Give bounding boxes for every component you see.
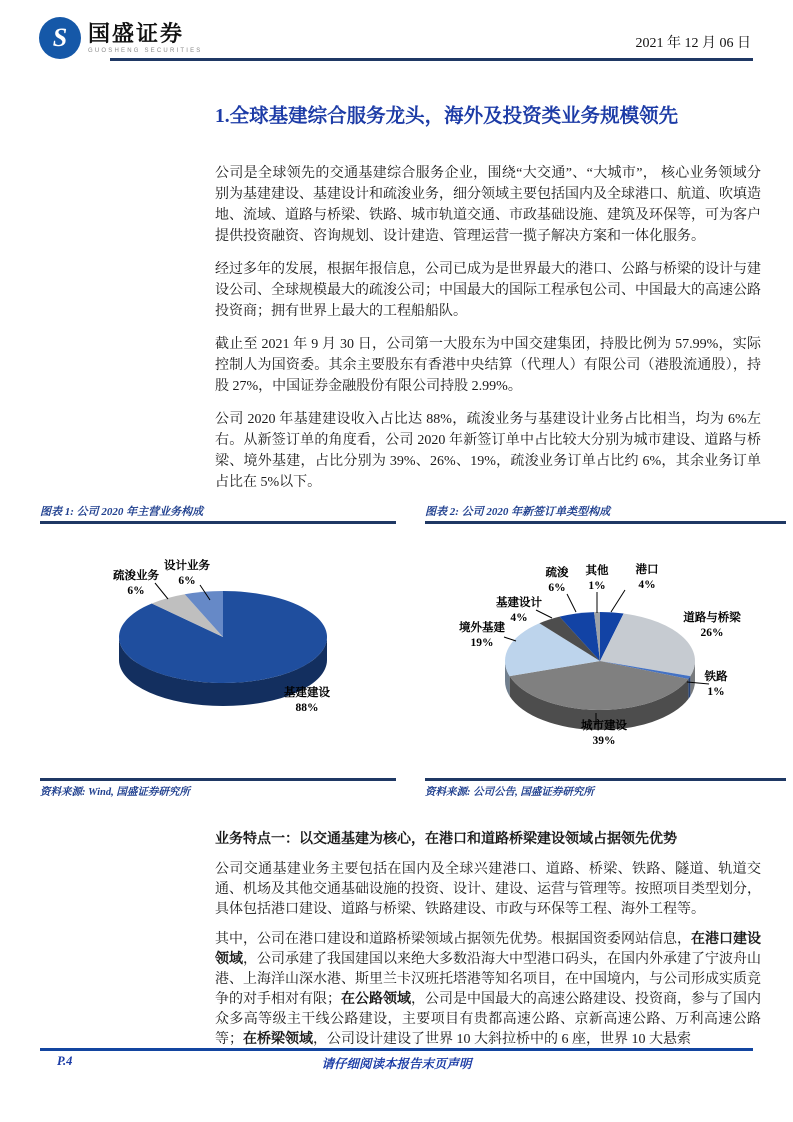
figure-1-caption: 图表 1: 公司 2020 年主营业务构成 <box>40 506 204 518</box>
svg-text:港口4%: 港口 4% <box>635 564 659 591</box>
paragraph-revenue-mix: 公司 2020 年基建建设收入占比达 88%，疏浚业务与基建设计业务占比相当，均为 6%左右。从新签订单的角度看，公司 2020 年新签订单中占比较大分别为城市建设、道路与桥梁、境外基建，占比分别为 39%、26%、19%，疏浚业务订单占比约 6%，其余业务订单占比在 5%以下。 <box>215 412 761 490</box>
brand-text <box>88 22 202 54</box>
figure-1-source-rule <box>40 778 396 781</box>
svg-text:城市建设39%: 城市建设 39% <box>581 720 627 747</box>
svg-text:疏浚6%: 疏浚 6% <box>545 567 569 594</box>
page-number: P.4 <box>57 1054 73 1068</box>
paragraph-shareholders: 截止至 2021 年 9 月 30 日，公司第一大股东为中国交建集团，持股比例为 57.99%，实际控制人为国资委。其余主要股东有香港中央结算（代理人）有限公司（港股流通股），持股 27%，中国证券金融股份有限公司持股 2.99%。 <box>215 337 761 394</box>
svg-text:疏浚业务6%: 疏浚业务 6% <box>113 570 159 597</box>
body-column <box>215 163 761 505</box>
paragraph-development: 经过多年的发展，根据年报信息，公司已成为是世界最大的港口、公路与桥梁的设计与建设公司、全球规模最大的疏浚公司；中国最大的国际工程承包公司、中国最大的高速公路投资商；拥有世界上最大的工程船船队。 <box>215 262 761 319</box>
pie-chart-business-mix <box>40 528 400 773</box>
business-feature-section <box>215 830 761 1060</box>
footer-rule <box>40 1048 753 1051</box>
figure-2-source: 资料来源: 公司公告, 国盛证券研究所 <box>425 787 594 798</box>
section-title: 1.全球基建综合服务龙头，海外及投资类业务规模领先 <box>215 106 679 127</box>
footer-disclaimer: 请仔细阅读本报告末页声明 <box>321 1057 472 1071</box>
figure-1-source: 资料来源: Wind, 国盛证券研究所 <box>40 787 190 798</box>
brand <box>38 16 202 60</box>
figure-2-caption-rule <box>425 521 786 524</box>
svg-text:铁路1%: 铁路 1% <box>704 671 728 698</box>
pie-chart-new-orders <box>425 528 790 773</box>
svg-text:基建建设88%: 基建建设 88% <box>284 687 330 714</box>
brand-name-cn: 国盛证券 <box>88 21 185 46</box>
paragraph-transport-infra: 公司交通基建业务主要包括在国内及全球兴建港口、道路、桥梁、铁路、隧道、轨道交通、机场及其他交通基础设施的投资、设计、建设、运营与管理等。按照项目类型划分，具体包括港口建设、道路与桥梁、铁路建设、市政与环保等工程、海外工程等。 <box>215 862 761 917</box>
paragraph-leading-areas: 其中，公司在港口建设和道路桥梁领域占据领先优势。根据国资委网站信息，在港口建设领域，公司承建了我国建国以来绝大多数沿海大中型港口码头，在国内外承建了宁波舟山港、上海洋山深水港、斯里兰卡汉班托塔港等知名项目，在中国境内，与公司形成实质竞争的对手相对有限；在公路领域，公司是中国最大的高速公路建设、投资商，参与了国内众多高等级主干线公路建设，主要项目有贵都高速公路、京新高速公路、万利高速公路等；在桥梁领域，公司设计建设了世界 10 大斜拉桥中的 6 座，世界 10 大悬索 <box>215 932 761 1047</box>
figure-1-caption-rule <box>40 521 396 524</box>
header-rule <box>110 58 753 61</box>
brand-name-en: GUOSHENG SECURITIES <box>88 48 203 54</box>
svg-text:基建设计4%: 基建设计 4% <box>496 597 542 624</box>
guosheng-logo-icon <box>38 16 82 60</box>
svg-text:其他1%: 其他 1% <box>585 565 609 592</box>
svg-text:境外基建19%: 境外基建 19% <box>459 622 505 649</box>
report-date: 2021 年 12 月 06 日 <box>635 36 751 51</box>
figure-2-caption: 图表 2: 公司 2020 年新签订单类型构成 <box>425 506 611 518</box>
paragraph-company-overview: 公司是全球领先的交通基建综合服务企业，围绕“大交通”、“大城市”， 核心业务领域分别为基建建设、基建设计和疏浚业务，细分领域主要包括国内及全球港口、航道、吹填造地、流域、道路与桥梁、铁路、城市轨道交通、市政基础设施、建筑及环保等，可为客户提供投资融资、咨询规划、设计建造、管理运营一揽子解决方案和一体化服务。 <box>215 166 761 244</box>
figure-2-source-rule <box>425 778 786 781</box>
svg-text:设计业务6%: 设计业务 6% <box>164 560 210 587</box>
svg-text:S: S <box>52 23 68 52</box>
svg-text:道路与桥梁26%: 道路与桥梁 26% <box>683 612 741 639</box>
feature-heading: 业务特点一：以交通基建为核心，在港口和道路桥梁建设领域占据领先优势 <box>215 832 677 847</box>
